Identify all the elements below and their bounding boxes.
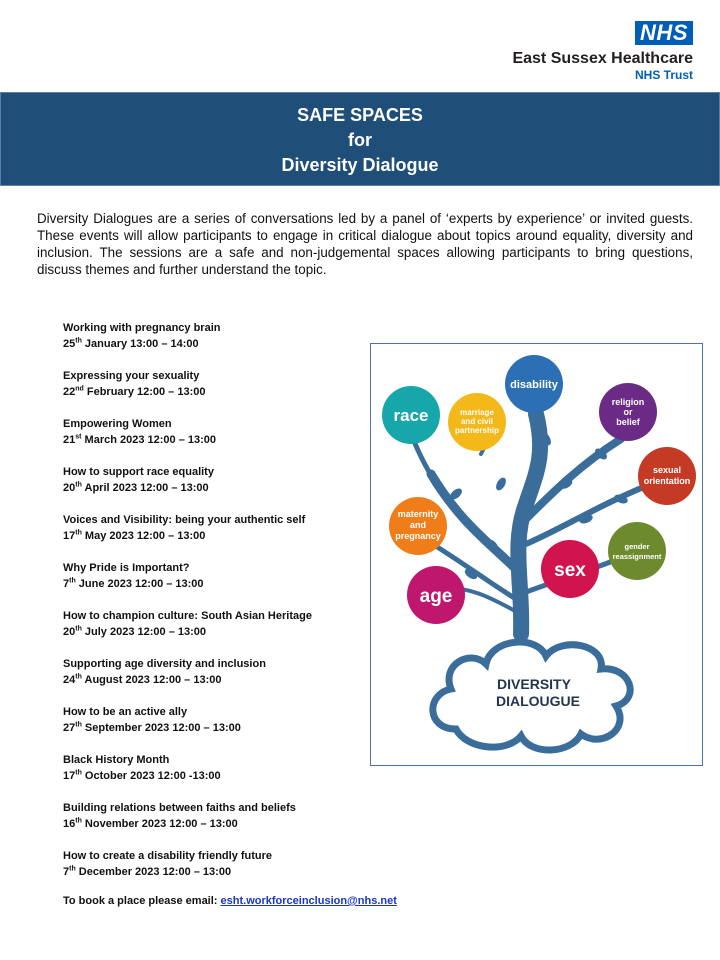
maternity-label-1: maternity [397, 509, 439, 519]
event-title: Voices and Visibility: being your authentic self [63, 514, 306, 526]
banner-line-3: Diversity Dialogue [281, 155, 439, 175]
event-date: 24th August 2023 12:00 – 13:00 [63, 673, 222, 686]
religion-label-3: belief [616, 417, 640, 427]
event-title: Black History Month [63, 754, 170, 766]
event-item [63, 752, 363, 800]
event-item [63, 608, 363, 656]
cloud-line-1: DIVERSITY [497, 676, 571, 692]
event-date: 7th December 2023 12:00 – 13:00 [63, 865, 232, 878]
cloud-line-2: DIALOUGUE [496, 693, 580, 709]
event-item [63, 800, 363, 848]
event-title: How to create a disability friendly future [63, 850, 273, 862]
event-title: Empowering Women [63, 418, 172, 430]
event-title: Building relations between faiths and beliefs [63, 802, 296, 814]
intro-paragraph: Diversity Dialogues are a series of conversations led by a panel of ‘experts by experience’ or invited guests. These events will allow participants to engage in critical dialogue about topics around equality, diversity and inclusion. The sessions are a safe and non-judgemental spaces allowing participants to bring questions, discuss themes and further understand the topic. [37, 211, 693, 277]
org-subtitle: NHS Trust [634, 68, 693, 82]
event-date: 17th May 2023 12:00 – 13:00 [63, 529, 206, 542]
event-title: Working with pregnancy brain [63, 322, 221, 334]
marriage-label-2: and civil [460, 417, 494, 426]
event-title: Expressing your sexuality [63, 370, 200, 382]
event-item [63, 704, 363, 752]
gender-label-2: reassignment [612, 552, 662, 561]
gender-label-1: gender [624, 542, 650, 551]
event-date: 21st March 2023 12:00 – 13:00 [63, 433, 217, 446]
sexual-label-1: sexual [652, 465, 682, 475]
event-item [63, 368, 363, 416]
event-date: 22nd February 12:00 – 13:00 [63, 385, 206, 398]
event-item [63, 416, 363, 464]
sexual-label-2: orientation [643, 476, 691, 486]
event-item [63, 464, 363, 512]
event-date: 27th September 2023 12:00 – 13:00 [63, 721, 241, 734]
title-banner [0, 92, 720, 186]
event-item [63, 512, 363, 560]
event-title: How to be an active ally [63, 706, 188, 718]
age-label: age [419, 586, 453, 607]
race-label: race [393, 406, 429, 425]
event-date: 25th January 13:00 – 14:00 [63, 337, 199, 350]
religion-label-2: or [623, 407, 633, 417]
diversity-tree-illustration [370, 343, 703, 766]
tree-graphic [371, 344, 704, 767]
event-title: Why Pride is Important? [63, 562, 190, 574]
disability-label: disability [510, 379, 558, 391]
event-title: How to champion culture: South Asian Heritage [63, 610, 312, 622]
event-date: 16th November 2023 12:00 – 13:00 [63, 817, 238, 830]
booking-label: To book a place please email: [63, 895, 221, 907]
event-date: 17th October 2023 12:00 -13:00 [63, 769, 221, 782]
maternity-label-2: and [409, 520, 427, 530]
event-item [63, 848, 363, 896]
nhs-logo: NHS [635, 21, 693, 45]
event-item [63, 656, 363, 704]
gender-reassignment-bubble [608, 522, 666, 580]
event-item [63, 560, 363, 608]
event-title: How to support race equality [63, 466, 214, 478]
religion-label-1: religion [611, 397, 645, 407]
banner-line-2: for [348, 130, 372, 150]
event-date: 20th April 2023 12:00 – 13:00 [63, 481, 209, 494]
booking-line [63, 895, 397, 907]
maternity-label-3: pregnancy [395, 531, 441, 541]
sex-label: sex [554, 560, 586, 581]
marriage-label-1: marriage [460, 408, 494, 417]
event-date: 7th June 2023 12:00 – 13:00 [63, 577, 204, 590]
event-item [63, 320, 363, 368]
booking-email-link[interactable]: esht.workforceinclusion@nhs.net [220, 895, 397, 907]
org-name: East Sussex Healthcare [512, 50, 693, 67]
marriage-label-3: partnership [454, 426, 500, 435]
event-date: 20th July 2023 12:00 – 13:00 [63, 625, 207, 638]
event-list [63, 320, 363, 896]
banner-line-1: SAFE SPACES [297, 105, 423, 125]
event-title: Supporting age diversity and inclusion [63, 658, 266, 670]
